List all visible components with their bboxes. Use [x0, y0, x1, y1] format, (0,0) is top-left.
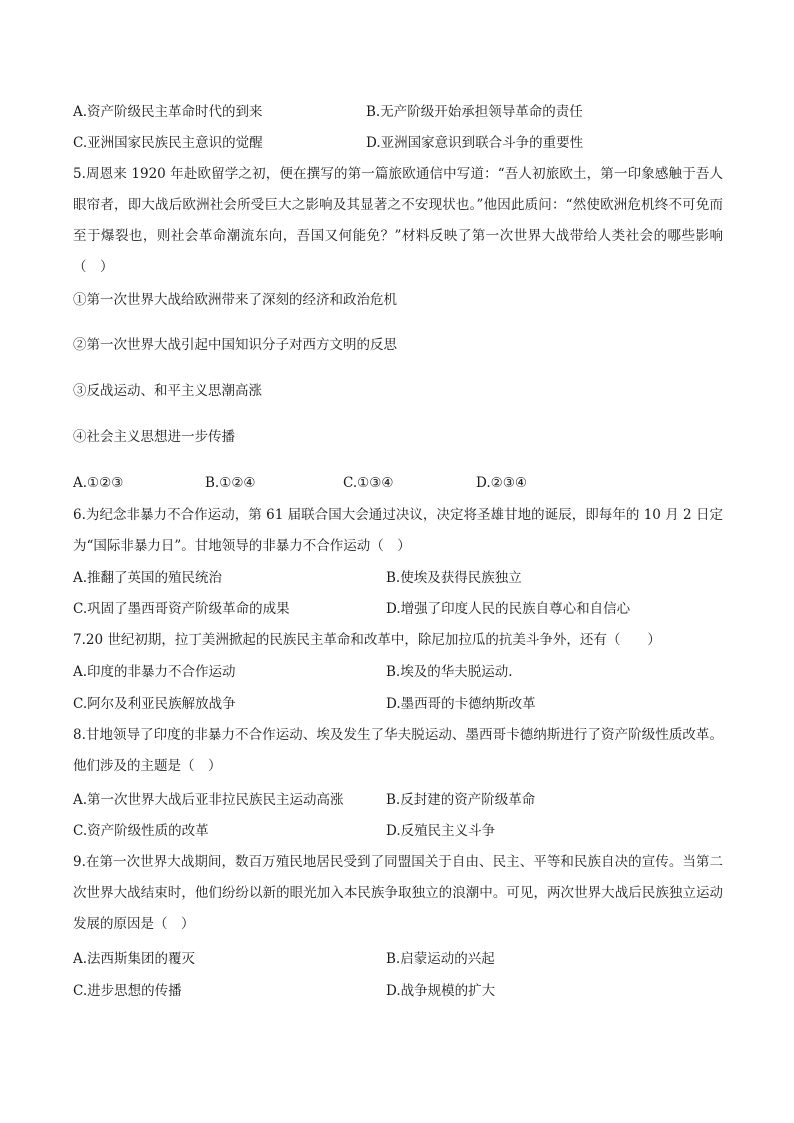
q6-option-b: B.使埃及获得民族独立: [386, 570, 522, 586]
q6-option-c: C.巩固了墨西哥资产阶级革命的成果: [73, 601, 290, 617]
q6-option-a: A.推翻了英国的殖民统治: [73, 570, 223, 586]
q9-option-d: D.战争规模的扩大: [386, 983, 496, 999]
q8-stem: 8.甘地领导了印度的非暴力不合作运动、埃及发生了华夫脱运动、墨西哥卡德纳斯进行了资产阶级性质改革。他们涉及的主题是（ ）: [73, 727, 723, 774]
q9-option-b: B.启蒙运动的兴起: [386, 951, 495, 967]
q7-option-c: C.阿尔及利亚民族解放战争: [73, 696, 236, 712]
q7-stem: 7.20 世纪初期，拉丁美洲掀起的民族民主革命和改革中，除尼加拉瓜的抗美斗争外，还有（ ）: [73, 632, 661, 648]
q5-stem: 5.周恩来 1920 年赴欧留学之初，便在撰写的第一篇旅欧通信中写道：“吾人初旅欧土，第一印象感触于吾人眼帘者，即大战后欧洲社会所受巨大之影响及其显著之不安现状也。”他因此质问：“然使欧洲危机终不可免而至于爆裂也，则社会革命潮流东向，吾国又何能免？”材料反映了第一次世界大战带给人类社会的哪些影响（ ）: [73, 166, 723, 275]
q9-stem: 9.在第一次世界大战期间，数百万殖民地居民受到了同盟国关于自由、民主、平等和民族自决的宣传。当第二次世界大战结束时，他们纷纷以新的眼光加入本民族争取独立的浪潮中。可见，两次世界大战后民族独立运动发展的原因是（ ）: [73, 854, 723, 932]
q5-item-1: ①第一次世界大战给欧洲带来了深刻的经济和政治危机: [73, 292, 397, 308]
q8-option-c: C.资产阶级性质的改革: [73, 823, 209, 839]
q9-option-c: C.进步思想的传播: [73, 983, 182, 999]
q5-item-3: ③反战运动、和平主义思潮高涨: [73, 383, 262, 399]
q4-option-b: B.无产阶级开始承担领导革命的责任: [366, 104, 583, 120]
q5-option-c: C.①③④: [343, 475, 394, 491]
q5-item-4: ④社会主义思想进一步传播: [73, 429, 235, 445]
q8-option-a: A.第一次世界大战后亚非拉民族民主运动高涨: [73, 792, 344, 808]
q6-stem: 6.为纪念非暴力不合作运动，第 61 届联合国大会通过决议，决定将圣雄甘地的诞辰，即每年的 10 月 2 日定为“国际非暴力日”。甘地领导的非暴力不合作运动（ ）: [73, 507, 723, 554]
q7-option-d: D.墨西哥的卡德纳斯改革: [386, 696, 536, 712]
q8-option-b: B.反封建的资产阶级革命: [386, 792, 536, 808]
q4-option-c: C.亚洲国家民族民主意识的觉醒: [73, 135, 263, 151]
q7-option-a: A.印度的非暴力不合作运动: [73, 664, 236, 680]
q8-option-d: D.反殖民主义斗争: [386, 823, 496, 839]
q5-option-b: B.①②④: [205, 475, 256, 491]
q5-item-2: ②第一次世界大战引起中国知识分子对西方文明的反思: [73, 337, 397, 353]
q9-option-a: A.法西斯集团的覆灭: [73, 951, 196, 967]
q6-option-d: D.增强了印度人民的民族自尊心和自信心: [386, 601, 631, 617]
q5-option-a: A.①②③: [73, 475, 124, 491]
q4-option-d: D.亚洲国家意识到联合斗争的重要性: [366, 135, 584, 151]
q5-option-d: D.②③④: [476, 475, 527, 491]
q7-option-b: B.埃及的华夫脱运动.: [386, 664, 513, 680]
q4-option-a: A.资产阶级民主革命时代的到来: [73, 104, 263, 120]
